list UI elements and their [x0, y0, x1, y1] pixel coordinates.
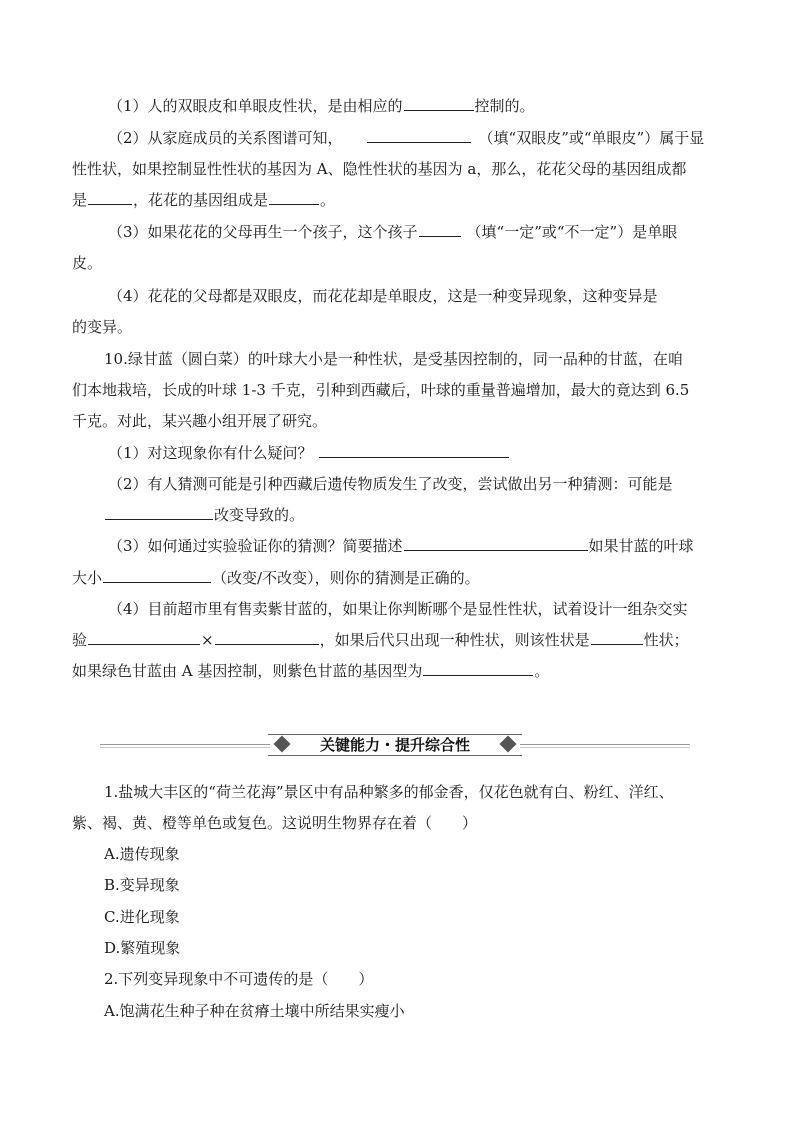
answer-blank[interactable]: [404, 535, 588, 551]
q10-part3-line1: （3）如何通过实验验证你的猜测？简要描述 如果甘蓝的叶球: [108, 537, 694, 555]
answer-blank[interactable]: [105, 504, 213, 520]
mc1-stem-line1: 1.盐城大丰区的“荷兰花海”景区中有品种繁多的郁金香，仅花色就有白、粉红、洋红、: [104, 783, 674, 801]
q9-part4-line1: （4）花花的父母都是双眼皮，而花花却是单眼皮，这是一种变异现象，这种变异是: [108, 287, 658, 305]
section-badge: [268, 734, 522, 756]
q10-part4-line3: 如果绿色甘蓝由 A 基因控制，则紫色甘蓝的基因型为 。: [72, 662, 550, 680]
q10-part4-line1: （4）目前超市里有售卖紫甘蓝的，如果让你判断哪个是显性性状，试着设计一组杂交实: [108, 600, 688, 618]
answer-blank[interactable]: [419, 221, 461, 237]
q10-part2-line1: （2）有人猜测可能是引种西藏后遗传物质发生了改变，尝试做出另一种猜测：可能是: [108, 475, 673, 493]
mc1-stem-line2: 紫、褐、黄、橙等单色或复色。这说明生物界存在着（ ）: [72, 814, 478, 832]
q10-part2-line2: 改变导致的。: [0, 504, 794, 526]
answer-blank[interactable]: [591, 629, 643, 645]
q9-part2-line2: 性性状，如果控制显性性状的基因为 A、隐性性状的基因为 a，那么，花花父母的基因组成都: [72, 160, 687, 178]
mc1-option-a[interactable]: A.遗传现象: [104, 845, 180, 863]
answer-blank[interactable]: [88, 629, 200, 645]
answer-blank[interactable]: [404, 95, 474, 111]
q10-stem-line1: 10.绿甘蓝（圆白菜）的叶球大小是一种性状，是受基因控制的，同一品种的甘蓝，在咱: [104, 350, 683, 368]
mc1-option-b[interactable]: B.变异现象: [104, 876, 180, 894]
mc1-option-c[interactable]: C.进化现象: [104, 908, 180, 926]
q10-stem-line3: 千克。对此，某兴趣小组开展了研究。: [72, 412, 328, 430]
q10-part1: （1）对这现象你有什么疑问？: [0, 442, 794, 464]
answer-blank[interactable]: [269, 189, 319, 205]
cross-symbol: ×: [201, 631, 214, 649]
q9-part3-line1: （3）如果花花的父母再生一个孩子，这个孩子 （填“一定”或“不一定”）是单眼: [108, 223, 678, 241]
mc1-option-d[interactable]: D.繁殖现象: [104, 939, 181, 957]
q9-part2-line1: （2）从家庭成员的关系图谱可知， （填“双眼皮”或“单眼皮”）属于显: [108, 129, 705, 147]
answer-blank[interactable]: [103, 567, 211, 583]
answer-blank[interactable]: [88, 189, 132, 205]
q10-stem-line2: 们本地栽培，长成的叶球 1-3 千克，引种到西藏后，叶球的重量普遍增加，最大的竟达到 6.5: [72, 381, 690, 399]
answer-blank[interactable]: [423, 660, 533, 676]
q9-part4-line2: 的变异。: [72, 318, 133, 336]
q9-part2-line3: 是 ，花花的基因组成是 。: [72, 191, 336, 209]
q10-part4-line2: 验 × ，如果后代只出现一种性状，则该性状是 性状；: [72, 631, 689, 649]
answer-blank[interactable]: [367, 127, 471, 143]
answer-blank[interactable]: [319, 442, 509, 458]
divider-rule-right: [520, 744, 690, 745]
divider-rule-left: [100, 744, 270, 745]
section-title: 关键能力・提升综合性: [319, 736, 470, 754]
mc2-stem: 2.下列变异现象中不可遗传的是（ ）: [104, 970, 374, 988]
mc2-option-a[interactable]: A.饱满花生种子种在贫瘠土壤中所结果实瘦小: [104, 1002, 405, 1020]
q9-part3-line2: 皮。: [72, 254, 103, 272]
q9-part1: （1）人的双眼皮和单眼皮性状，是由相应的 控制的。: [108, 97, 535, 115]
answer-blank[interactable]: [215, 629, 319, 645]
q10-part3-line2: 大小 （改变/不改变），则你的猜测是正确的。: [72, 569, 480, 587]
section-divider: [100, 734, 690, 756]
